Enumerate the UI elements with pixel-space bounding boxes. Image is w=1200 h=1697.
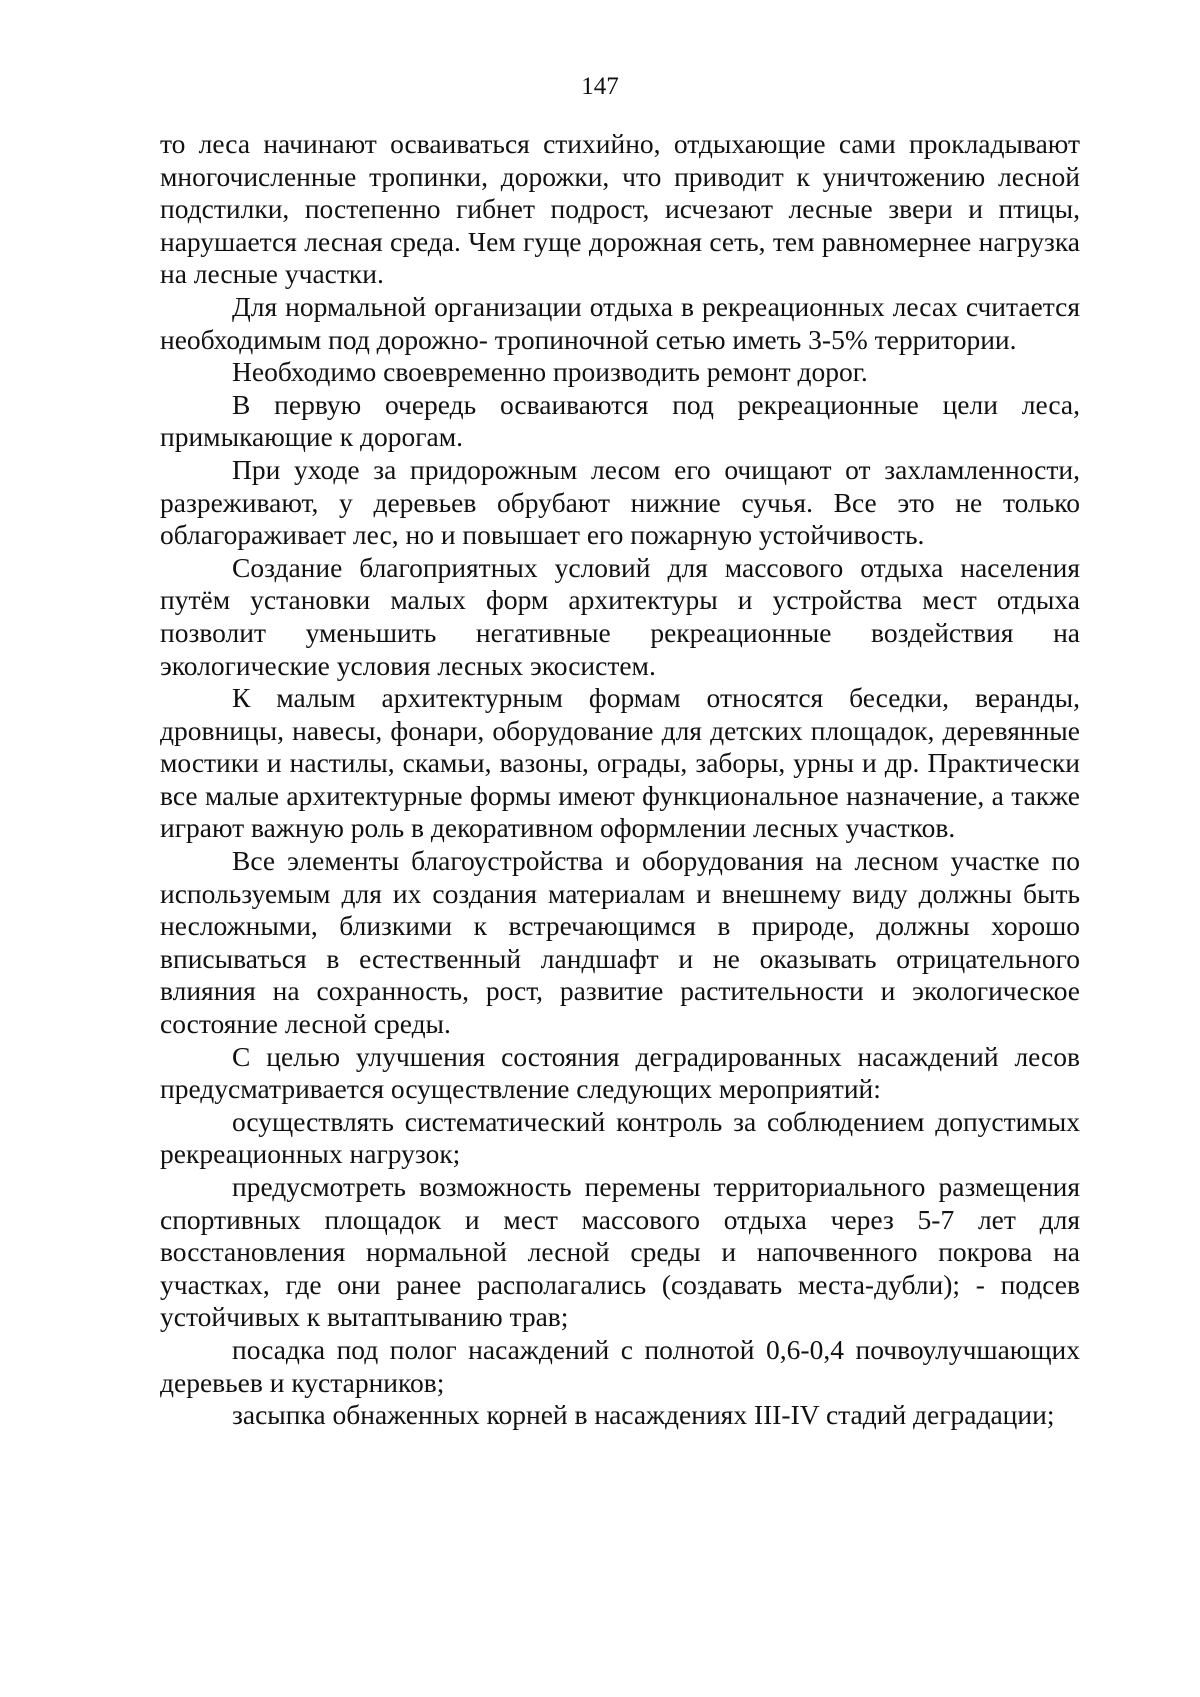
- paragraph: В первую очередь осваиваются под рекреационные цели леса, примыкающие к дорогам.: [160, 388, 1080, 453]
- paragraph: К малым архитектурным формам относятся беседки, веранды, дровницы, навесы, фонари, оборудование для детских площадок, деревянные мостики и настилы, скамьи, вазоны, ограды, заборы, урны и др. Практически все малые архитектурные формы имеют функциональное назначение, а также играют важную роль в декоративном оформлении лесных участков.: [160, 682, 1080, 844]
- paragraph: Для нормальной организации отдыха в рекреационных лесах считается необходимым под дорожно- тропиночной сетью иметь 3-5% территории.: [160, 290, 1080, 355]
- list-item: осуществлять систематический контроль за соблюдением допустимых рекреационных нагрузок;: [160, 1105, 1080, 1170]
- paragraph: Необходимо своевременно производить ремонт дорог.: [232, 356, 868, 388]
- paragraph: Все элементы благоустройства и оборудования на лесном участке по используемым для их создания материалам и внешнему виду должны быть несложными, близкими к встречающимся в природе, должны хорошо вписываться в естественный ландшафт и не оказывать отрицательного влияния на сохранность, рост, развитие растительности и экологическое состояние лесной среды.: [160, 845, 1080, 1040]
- list-item: посадка под полог насаждений с полнотой 0,6-0,4 почвоулучшающих деревьев и кустарников;: [160, 1333, 1080, 1398]
- paragraph: При уходе за придорожным лесом его очищают от захламленности, разреживают, у деревьев обрубают нижние сучья. Все это не только облагораживает лес, но и повышает его пожарную устойчивость.: [160, 453, 1080, 551]
- list-item: предусмотреть возможность перемены территориального размещения спортивных площадок и мест массового отдыха через 5-7 лет для восстановления нормальной лесной среды и напочвенного покрова на участках, где они ранее располагались (создавать места-дубли); - подсев устойчивых к вытаптыванию трав;: [160, 1171, 1080, 1333]
- document-body: [160, 128, 1080, 1432]
- paragraph-continuation: то леса начинают осваиваться стихийно, отдыхающие сами прокладывают многочисленные тропинки, дорожки, что приводит к уничтожению лесной подстилки, постепенно гибнет подрост, исчезают лесные звери и птицы, нарушается лесная среда. Чем гуще дорожная сеть, тем равномернее нагрузка на лесные участки.: [160, 128, 1080, 290]
- page-number: 147: [581, 73, 619, 100]
- paragraph: Создание благоприятных условий для массового отдыха населения путём установки малых форм архитектуры и устройства мест отдыха позволит уменьшить негативные рекреационные воздействия на экологические условия лесных экосистем.: [160, 551, 1080, 681]
- list-item: засыпка обнаженных корней в насаждениях III-IV стадий деградации;: [232, 1399, 1055, 1431]
- paragraph: С целью улучшения состояния деградированных насаждений лесов предусматривается осуществление следующих мероприятий:: [160, 1040, 1080, 1105]
